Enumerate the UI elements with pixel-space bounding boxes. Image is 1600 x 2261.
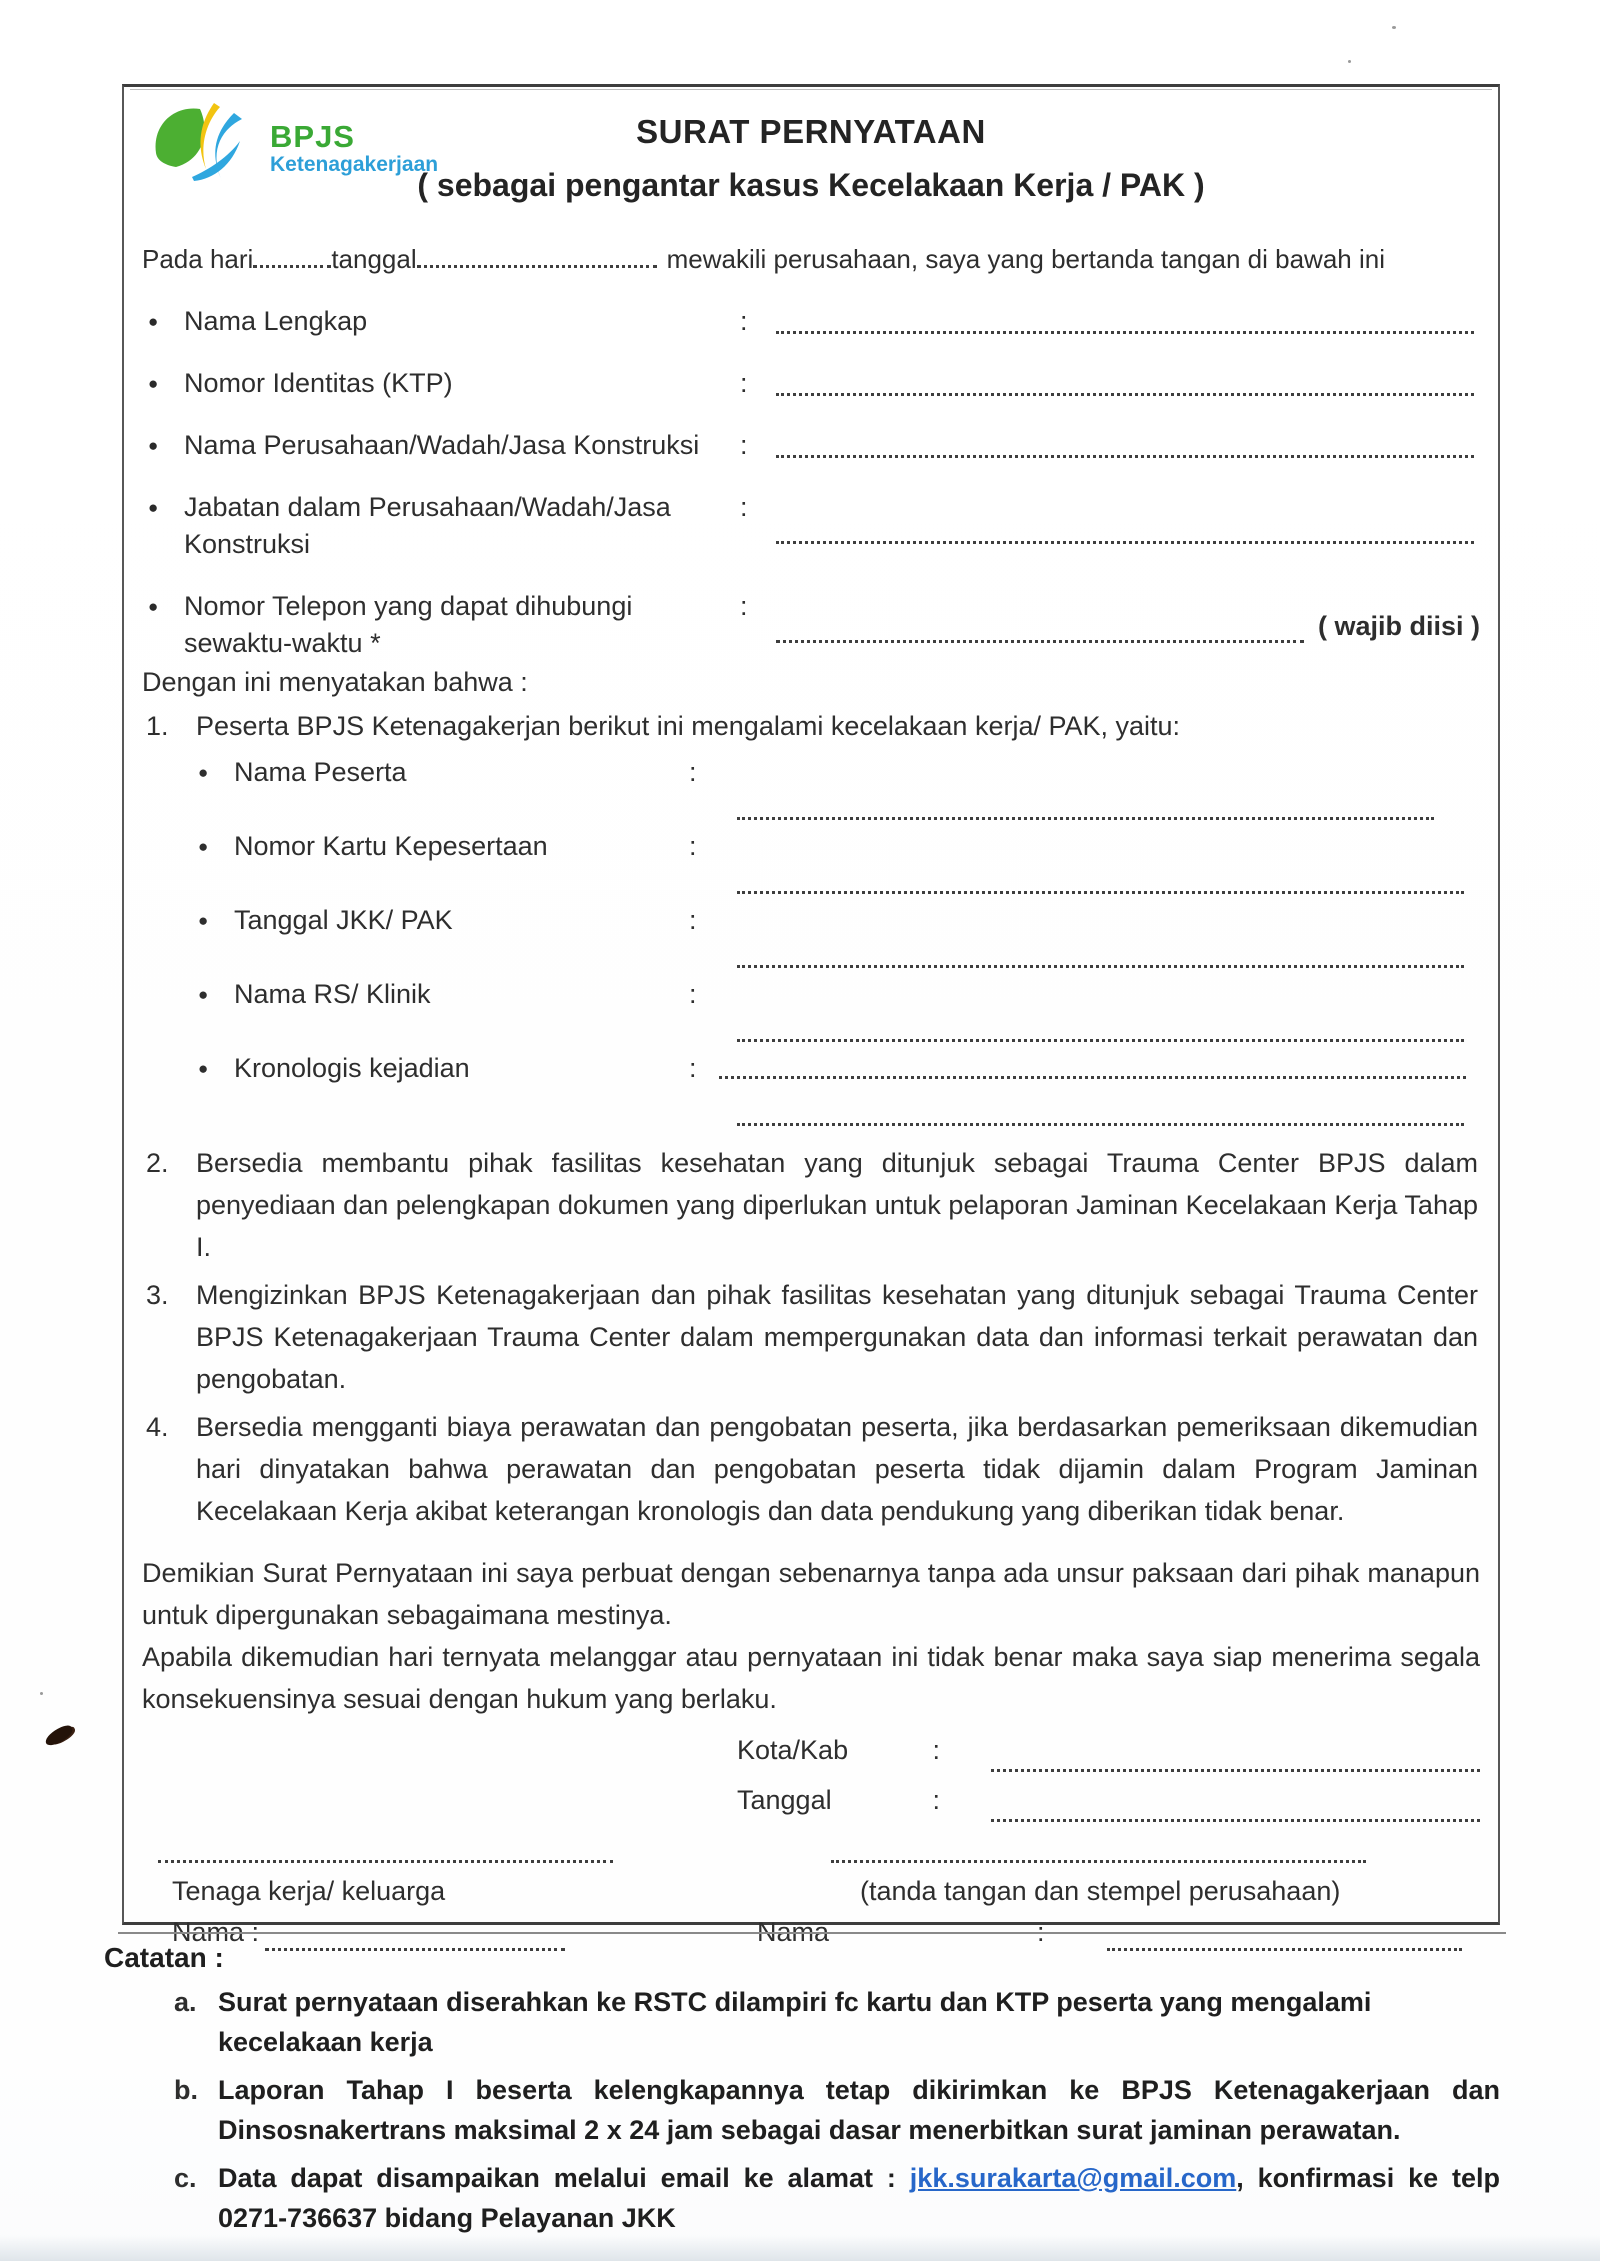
statement-4: [142, 1406, 1480, 1532]
signer-role-left: Tenaga kerja/ keluarga: [172, 1876, 446, 1906]
statement-3: [142, 1274, 1480, 1400]
field-label: Nama Lengkap: [184, 306, 368, 336]
note-item-b: [104, 2070, 1600, 2150]
blank-answer-line: [737, 1013, 1464, 1042]
subfield-nama-peserta: [198, 754, 1480, 791]
colon: :: [932, 1735, 941, 1765]
subfield-label: Nama RS/ Klinik: [234, 979, 431, 1009]
note-text: [218, 2158, 1600, 2238]
blank-answer-line: [991, 1737, 1480, 1772]
note-text: Surat pernyataan diserahkan ke RSTC dilampiri fc kartu dan KTP peserta yang mengalami kecelakaan kerja: [218, 1987, 1372, 2057]
form-box: [122, 84, 1500, 1947]
box-bottom-shadow-line: [118, 1932, 1506, 1934]
scan-speck: [1392, 26, 1396, 29]
statement-text: Peserta BPJS Ketenagakerjan berikut ini mengalami kecelakaan kerja/ PAK, yaitu:: [196, 711, 1181, 741]
bullet-icon: ●: [198, 837, 209, 856]
statement-2: [142, 1142, 1480, 1268]
statement-text: Mengizinkan BPJS Ketenagakerjaan dan pihak fasilitas kesehatan yang ditunjuk sebagai Trauma Center BPJS Ketenagakerjaan Trauma Center dalam mempergunakan data dan informasi terkait perawatan dan pengobatan.: [196, 1280, 1478, 1394]
bullet-icon: ●: [148, 374, 159, 393]
notes-section: [0, 1942, 1600, 2238]
statement-number: 4.: [146, 1412, 169, 1442]
blank-answer-line: [991, 1787, 1480, 1822]
blank-day-line: [253, 245, 331, 268]
colon: :: [689, 831, 697, 861]
colon: :: [740, 430, 748, 460]
blank-answer-line: [719, 1050, 1466, 1079]
intro-part3: mewakili perusahaan, saya yang bertanda tangan di bawah ini: [666, 244, 1385, 274]
page-subtitle: ( sebagai pengantar kasus Kecelakaan Kerja / PAK ): [417, 167, 1205, 203]
colon: :: [689, 1053, 697, 1083]
signature-lines: [142, 1836, 1480, 1863]
statement-1: [142, 706, 1480, 746]
logo-line2: Ketenagakerjaan: [270, 153, 439, 176]
blank-answer-line: [776, 427, 1474, 458]
statement-intro: Dengan ini menyatakan bahwa :: [142, 667, 528, 697]
field-nama-lengkap: [142, 303, 1480, 340]
bpjs-logo-text: [270, 121, 438, 178]
blank-answer-line: [776, 612, 1304, 643]
field-nomor-telepon: [142, 588, 1480, 662]
intro-part1: Pada hari: [142, 244, 254, 274]
statement-number: 3.: [146, 1280, 169, 1310]
subfield-label: Nomor Kartu Kepesertaan: [234, 831, 548, 861]
signature-line-left: [158, 1836, 613, 1863]
date-row: [737, 1778, 1480, 1822]
date-label: Tanggal: [737, 1785, 832, 1815]
intro-line: [142, 241, 1480, 278]
closing-paragraph-2: Apabila dikemudian hari ternyata melanggar atau pernyataan ini tidak benar maka saya siap menerima segala konsekuensinya sesuai dengan hukum yang berlaku.: [142, 1642, 1480, 1714]
ink-mark: [43, 1723, 76, 1749]
blank-answer-line: [776, 303, 1474, 334]
place-date-block: [142, 1728, 1480, 1822]
field-label: Nama Perusahaan/Wadah/Jasa Konstruksi: [184, 430, 700, 460]
scan-speck: [40, 1692, 43, 1695]
note-item-c: [104, 2158, 1600, 2238]
bullet-icon: ●: [198, 763, 209, 782]
colon: :: [932, 1785, 941, 1815]
subfield-tanggal-jkk: [198, 902, 1480, 939]
colon: :: [740, 368, 748, 398]
email-link[interactable]: jkk.surakarta@gmail.com: [909, 2163, 1237, 2193]
note-text: Laporan Tahap I beserta kelengkapannya tetap dikirimkan ke BPJS Ketenagakerjaan dan Dinsosnakertrans maksimal 2 x 24 jam sebagai dasar menerbitkan surat jaminan perawatan.: [218, 2075, 1500, 2145]
intro-part2: tanggal: [331, 244, 417, 274]
blank-answer-line: [776, 365, 1474, 396]
subfield-nama-rs: [198, 976, 1480, 1013]
colon: :: [740, 591, 748, 621]
note-item-a: [104, 1982, 1600, 2062]
subfield-label: Nama Peserta: [234, 757, 407, 787]
signer-caption-right: (tanda tangan dan stempel perusahaan): [860, 1876, 1341, 1906]
scan-bottom-strip: [0, 2235, 1600, 2261]
statement-number: 2.: [146, 1148, 169, 1178]
signature-line-right: [831, 1836, 1366, 1863]
city-row: [737, 1728, 1480, 1772]
bpjs-logo: [148, 97, 438, 193]
bullet-icon: ●: [148, 312, 159, 331]
colon: :: [689, 757, 697, 787]
page-title: SURAT PERNYATAAN: [636, 113, 986, 150]
colon: :: [740, 492, 748, 522]
logo-line1: BPJS: [270, 119, 355, 154]
signature-labels: [142, 1873, 1480, 1910]
colon: :: [1037, 1917, 1045, 1947]
statement-text: Bersedia mengganti biaya perawatan dan pengobatan peserta, jika berdasarkan pemeriksaan dikemudian hari dinyatakan bahwa perawatan dan pengobatan peserta tidak dijamin dalam Program Jaminan Kecelakaan Kerja akibat keterangan kronologis dan data pendukung yang diberikan tidak benar.: [196, 1412, 1478, 1526]
bullet-icon: ●: [198, 985, 209, 1004]
blank-answer-line: [737, 865, 1464, 894]
subfield-kronologis: [198, 1050, 1480, 1087]
bullet-icon: ●: [148, 436, 159, 455]
note-letter: c.: [174, 2163, 197, 2193]
statement-number: 1.: [146, 711, 169, 741]
bullet-icon: ●: [148, 597, 159, 616]
bpjs-logo-icon: [148, 97, 266, 193]
subfield-label: Tanggal JKK/ PAK: [234, 905, 453, 935]
field-nama-perusahaan: [142, 427, 1480, 464]
subfield-label: Kronologis kejadian: [234, 1053, 470, 1083]
name-label-left: Nama :: [172, 1917, 260, 1947]
field-label: Jabatan dalam Perusahaan/Wadah/Jasa Konstruksi: [184, 492, 671, 559]
colon: :: [740, 306, 748, 336]
closing-paragraph-1: Demikian Surat Pernyataan ini saya perbuat dengan sebenarnya tanpa ada unsur paksaan dari pihak manapun untuk dipergunakan sebagaimana mestinya.: [142, 1558, 1480, 1630]
blank-answer-line: [776, 513, 1474, 544]
bullet-icon: ●: [198, 911, 209, 930]
scan-speck: [1348, 60, 1351, 63]
note-c-before: Data dapat disampaikan melalui email ke alamat :: [218, 2163, 910, 2193]
field-label: Nomor Identitas (KTP): [184, 368, 453, 398]
field-label: Nomor Telepon yang dapat dihubungi sewaktu-waktu *: [184, 591, 633, 658]
note-letter: a.: [174, 1987, 197, 2017]
field-jabatan: [142, 489, 1480, 563]
form-header: [142, 95, 1480, 229]
blank-answer-line: [737, 1097, 1464, 1126]
blank-answer-line: [737, 791, 1434, 820]
city-label: Kota/Kab: [737, 1735, 849, 1765]
note-c-after: , konfirmasi ke telp 0271-736637 bidang Pelayanan JKK: [218, 2163, 1500, 2233]
bullet-icon: ●: [198, 1059, 209, 1078]
required-note: ( wajib diisi ): [1317, 611, 1480, 641]
bullet-icon: ●: [148, 498, 159, 517]
colon: :: [689, 905, 697, 935]
field-nomor-identitas: [142, 365, 1480, 402]
note-letter: b.: [174, 2075, 198, 2105]
statement-text: Bersedia membantu pihak fasilitas kesehatan yang ditunjuk sebagai Trauma Center BPJS dalam penyediaan dan pelengkapan dokumen yang diperlukan untuk pelaporan Jaminan Kecelakaan Kerja Tahap I.: [196, 1148, 1478, 1262]
name-label-right: Nama: [757, 1917, 830, 1947]
subfield-nomor-kartu: [198, 828, 1480, 865]
blank-date-line: [417, 245, 657, 268]
notes-title: Catatan :: [104, 1942, 224, 1973]
blank-answer-line: [737, 939, 1464, 968]
colon: :: [689, 979, 697, 1009]
